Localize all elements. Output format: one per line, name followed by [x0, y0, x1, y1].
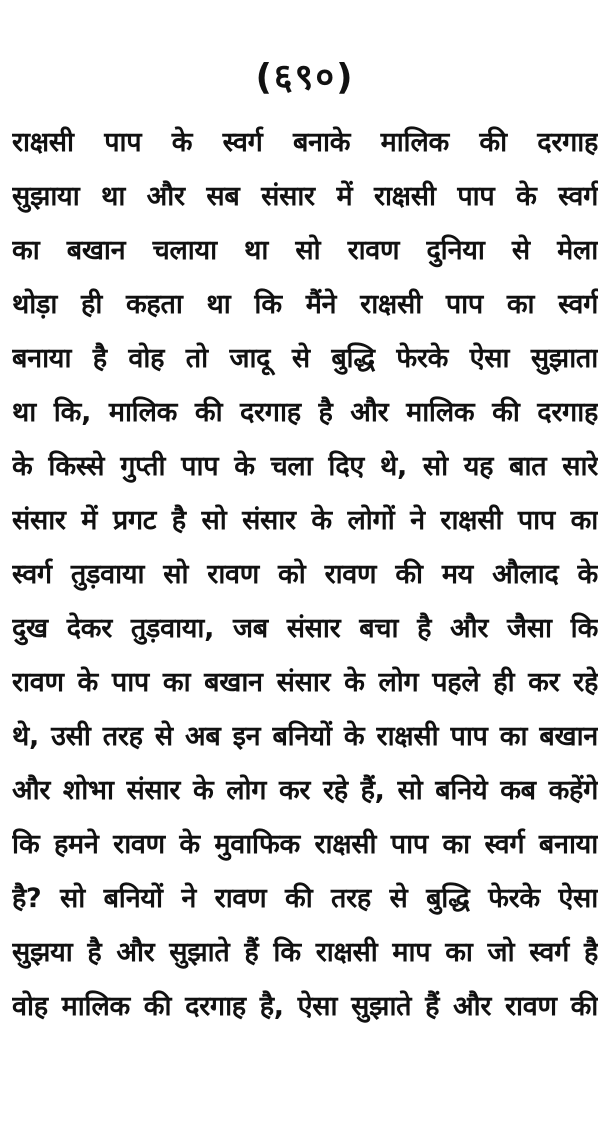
text-line: का बखान चलाया था सो रावण दुनिया से मेला	[12, 235, 598, 266]
text-line: है? सो बनियों ने रावण की तरह से बुद्धि फेरके ऐसा	[12, 883, 598, 914]
body-text	[12, 116, 598, 1034]
text-line: थोड़ा ही कहता था कि मैंने राक्षसी पाप का स्वर्ग	[12, 289, 598, 320]
text-line: कि हमने रावण के मुवाफिक राक्षसी पाप का स्वर्ग बनाया	[12, 829, 598, 860]
text-line: रावण के पाप का बखान संसार के लोग पहले ही कर रहे	[12, 667, 598, 698]
text-line: राक्षसी पाप के स्वर्ग बनाके मालिक की दरगाह	[12, 127, 598, 158]
text-line: स्वर्ग तुड़वाया सो रावण को रावण की मय औलाद के	[12, 559, 598, 590]
page-number: (६९०)	[255, 57, 355, 98]
text-line: दुख देकर तुड़वाया, जब संसार बचा है और जैसा कि	[12, 613, 598, 644]
text-line: सुझाया था और सब संसार में राक्षसी पाप के स्वर्ग	[12, 181, 598, 212]
text-line: थे, उसी तरह से अब इन बनियों के राक्षसी पाप का बखान	[12, 721, 598, 752]
text-line: और शोभा संसार के लोग कर रहे हैं, सो बनिये कब कहेंगे	[12, 775, 598, 806]
text-line: के किस्से गुप्ती पाप के चला दिए थे, सो यह बात सारे	[12, 451, 598, 482]
text-line: वोह मालिक की दरगाह है, ऐसा सुझाते हैं और रावण की	[12, 991, 598, 1022]
text-line: था कि, मालिक की दरगाह है और मालिक की दरगाह	[12, 397, 598, 428]
text-line: संसार में प्रगट है सो संसार के लोगों ने राक्षसी पाप का	[12, 505, 598, 536]
text-line: सुझया है और सुझाते हैं कि राक्षसी माप का जो स्वर्ग है	[12, 937, 598, 968]
text-line: बनाया है वोह तो जादू से बुद्धि फेरके ऐसा सुझाता	[12, 343, 598, 374]
